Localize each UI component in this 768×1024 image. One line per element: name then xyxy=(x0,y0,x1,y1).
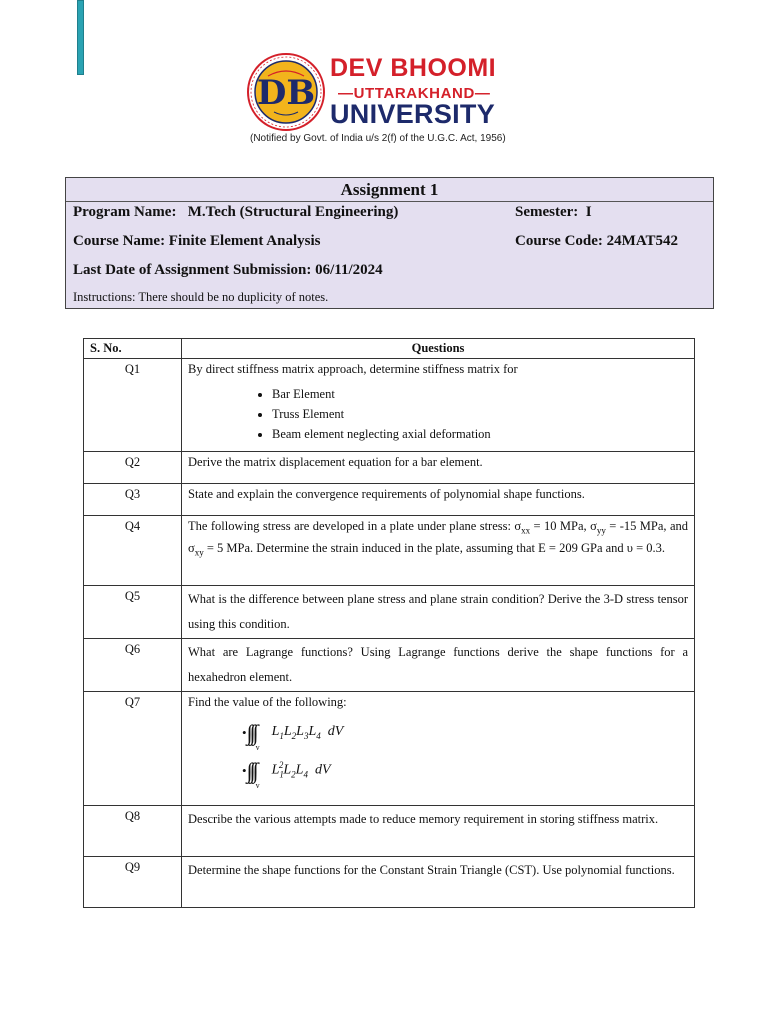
question-q7-text: Find the value of the following: xyxy=(188,695,347,710)
question-text: Describe the various attempts made to reduce memory requirement in storing stiffness matrix. xyxy=(182,806,695,857)
title-divider xyxy=(66,201,713,202)
q4-part-d: = 5 MPa. Determine the strain induced in the plate, assuming that E = 209 GPa and υ = 0.3. xyxy=(203,540,666,555)
table-header-row xyxy=(84,339,695,359)
header-questions: Questions xyxy=(182,339,695,359)
question-number: Q9 xyxy=(84,857,182,908)
q4-part-b: = 10 MPa, σ xyxy=(530,519,597,534)
list-item: • Bar Element xyxy=(272,384,688,404)
question-number: Q6 xyxy=(84,639,182,692)
question-text: State and explain the convergence requirements of polynomial shape functions. xyxy=(182,484,695,516)
question-text: What are Lagrange functions? Using Lagrange functions derive the shape functions for a hexahedron element. xyxy=(182,639,695,692)
assignment-header-box xyxy=(65,177,714,309)
university-emblem-icon xyxy=(246,52,326,132)
semester-label: Semester: xyxy=(515,204,579,220)
question-text xyxy=(182,692,695,806)
course-name: Course Name: Finite Element Analysis xyxy=(73,233,321,249)
table-row xyxy=(84,806,695,857)
semester-value: I xyxy=(585,204,592,220)
triple-integral-icon: v xyxy=(255,780,260,790)
instructions: Instructions: There should be no duplicity of notes. xyxy=(73,290,329,304)
q4-sub-xx: xx xyxy=(521,525,531,536)
question-text: Derive the matrix displacement equation for a bar element. xyxy=(182,452,695,484)
semester xyxy=(515,204,592,221)
question-number: Q4 xyxy=(84,516,182,586)
question-q1-text: By direct stiffness matrix approach, determine stiffness matrix for xyxy=(188,362,518,377)
integral-expression-2: • v $L_1^2L_2L_4$ dV xyxy=(242,753,688,789)
logo-name-line1: DEV BHOOMI xyxy=(330,54,497,82)
question-number: Q7 xyxy=(84,692,182,806)
triple-integral-icon: v xyxy=(255,742,260,752)
questions-table xyxy=(83,338,695,908)
table-row xyxy=(84,639,695,692)
table-row xyxy=(84,484,695,516)
accent-bar xyxy=(77,0,84,75)
table-row xyxy=(84,359,695,452)
table-row xyxy=(84,516,695,586)
question-number: Q2 xyxy=(84,452,182,484)
q4-sub-yy: yy xyxy=(596,525,606,536)
table-row xyxy=(84,857,695,908)
list-item: • Truss Element xyxy=(272,404,688,424)
question-text xyxy=(182,516,695,586)
university-logo xyxy=(220,44,558,156)
q4-part-a: The following stress are developed in a plate under plane stress: σ xyxy=(188,519,522,534)
q4-part-c: = -15 MPa, and σ xyxy=(188,519,688,555)
logo-tagline: (Notified by Govt. of India u/s 2(f) of the U.G.C. Act, 1956) xyxy=(250,133,506,144)
bullet-icon: • xyxy=(242,724,247,740)
q4-sub-xy: xy xyxy=(194,547,204,558)
table-row xyxy=(84,692,695,806)
question-text: What is the difference between plane stress and plane strain condition? Derive the 3-D stress tensor using this condition. xyxy=(182,586,695,639)
header-sno: S. No. xyxy=(84,339,182,359)
question-number: Q8 xyxy=(84,806,182,857)
svg-text:DB: DB xyxy=(256,73,316,113)
program-label: Program Name: xyxy=(73,204,177,220)
program-name xyxy=(73,204,398,221)
last-date: Last Date of Assignment Submission: 06/11/2024 xyxy=(73,262,383,278)
q1-bullet-list xyxy=(188,384,688,444)
bullet-icon: • xyxy=(242,762,247,778)
question-text: Determine the shape functions for the Constant Strain Triangle (CST). Use polynomial functions. xyxy=(182,857,695,908)
question-text xyxy=(182,359,695,452)
list-item: • Beam element neglecting axial deformation xyxy=(272,424,688,444)
integral-expression-1: • v $L_1L_2L_3L_4$ dV xyxy=(242,713,688,753)
table-row xyxy=(84,452,695,484)
assignment-title: Assignment 1 xyxy=(340,180,439,199)
course-code: Course Code: 24MAT542 xyxy=(515,233,679,249)
logo-name-line3: UNIVERSITY xyxy=(330,99,496,129)
question-number: Q1 xyxy=(84,359,182,452)
question-number: Q5 xyxy=(84,586,182,639)
table-row xyxy=(84,586,695,639)
question-number: Q3 xyxy=(84,484,182,516)
logo-name-line2: —UTTARAKHAND— xyxy=(338,85,491,102)
program-value: M.Tech (Structural Engineering) xyxy=(187,204,399,220)
